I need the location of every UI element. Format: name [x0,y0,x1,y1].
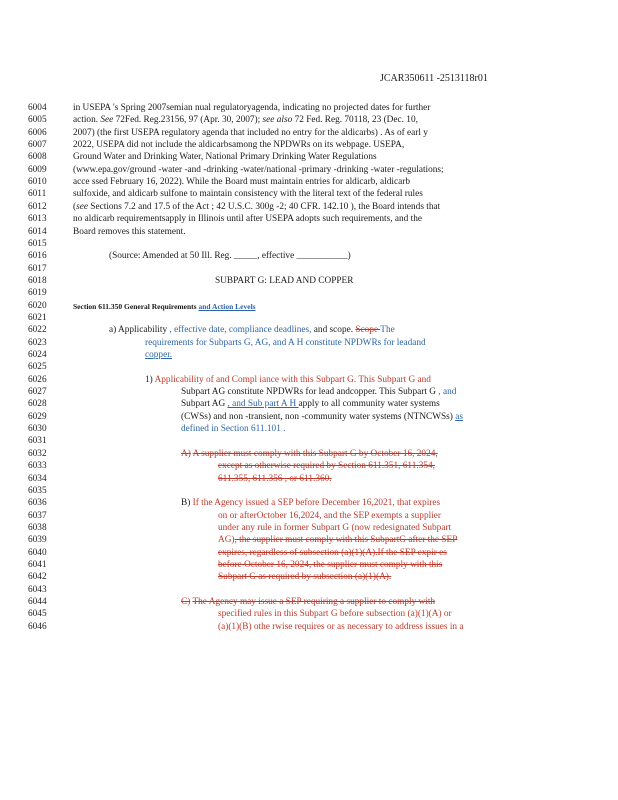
line-text [181,497,440,510]
text-segment: A) [181,448,191,459]
text-segment: and [442,387,457,398]
document-line [0,300,618,313]
text-segment: Ground Water and Drinking Water, National Primary Drinking Water Regulations [73,152,377,163]
document-line [0,287,618,300]
text-segment: requirements for Subparts G, AG, and A H constitute NPDWRs for leadand [145,337,426,348]
text-segment: Sections 7.2 and 17.5 of the Act ; 42 U.S.C. 300g -2; 40 CFR. 142.10 ), the Board intends that [87,201,441,212]
line-number: 6008 [28,152,47,163]
line-number: 6014 [28,226,47,237]
line-text [181,596,435,609]
line-number: 6045 [28,609,47,620]
line-text [145,374,431,387]
text-segment: Subpart AG [181,399,228,410]
text-segment: (a)(1)(B) othe rwise requires or as necessary to address issues in a [218,621,464,632]
document-line [0,621,618,634]
document-line [0,349,618,362]
document-id-header: JCAR350611 -2513118r01 [380,73,488,84]
document-line [0,460,618,473]
line-text [218,559,442,572]
text-segment: , the supplier must comply with this SubpartG after the SEP [234,535,458,546]
text-segment: AG) [218,535,235,546]
document-line [0,435,618,448]
text-segment: 611.355, 611.356 , or 611.360. [218,473,332,484]
line-number: 6042 [28,572,47,583]
text-segment: 72 Fed. Reg. 70118, 23 (Dec. 10, [292,115,418,126]
text-segment: Section 611.350 General Requirements [73,301,199,311]
line-number: 6009 [28,164,47,175]
line-text [73,213,422,226]
line-text [218,460,435,473]
line-number: 6038 [28,522,47,533]
line-number: 6030 [28,424,47,435]
line-number: 6020 [28,300,47,311]
text-segment: Subpart G as required by subsection (a)(1)(A). [218,572,392,583]
text-segment: specified rules in this Subpart G before subsection (a)(1)(A) or [218,609,452,620]
document-line [0,188,618,201]
text-segment: Subpart AG constitute NPDWRs for lead andcopper. This Subpart G [181,387,436,398]
document-line [0,473,618,486]
document-line [0,127,618,140]
text-segment: as [455,411,463,422]
text-segment: Board removes this statement. [73,226,186,237]
text-segment: 72Fed. Reg.23156, 97 (Apr. 30, 2007); [113,115,263,126]
text-segment: on or afterOctober 16,2024, and the SEP exempts a supplier [218,510,441,521]
line-text [145,349,172,362]
line-text [73,127,428,140]
line-number: 6027 [28,387,47,398]
line-number: 6023 [28,337,47,348]
document-line [0,201,618,214]
line-number: 6033 [28,461,47,472]
text-segment: ( [73,201,77,212]
line-number: 6031 [28,436,47,447]
text-segment: a) Applicability [109,325,170,336]
document-line [0,571,618,584]
line-text [218,522,451,535]
line-number: 6036 [28,498,47,509]
line-number: 6040 [28,547,47,558]
document-line [0,226,618,239]
document-line [0,102,618,115]
line-text [73,201,440,214]
text-segment: sulfoxide, and aldicarb sulfone to maintain consistency with the literal text of the federal rules [73,189,423,200]
line-number: 6006 [28,127,47,138]
document-line [0,337,618,350]
document-line [0,485,618,498]
text-segment: , [435,387,443,398]
document-line [0,398,618,411]
line-text [73,151,377,164]
text-segment: B) [181,498,193,509]
line-text [218,608,452,621]
text-segment: acce ssed February 16, 2022). While the Board must maintain entries for aldicarb, aldicarb [73,177,410,188]
text-segment: C) [181,597,191,607]
line-text [181,386,456,399]
text-segment: 1) [145,374,155,385]
line-number: 6044 [28,597,47,607]
line-text [218,621,464,634]
text-segment: copper. [145,350,173,360]
text-segment: See [100,115,114,126]
document-line [0,584,618,597]
line-number: 6032 [28,448,47,459]
line-number: 6039 [28,535,47,546]
line-number: 6035 [28,485,47,496]
text-segment: 2022, USEPA did not include the aldicarbsamong the NPDWRs on its webpage. USEPA, [73,140,405,151]
document-line [0,559,618,572]
text-segment: no aldicarb requirementsapply in Illinois until after USEPA adopts such requirements, and the [73,214,422,225]
document-line [0,448,618,461]
line-number: 6024 [28,350,47,360]
text-segment: (Source: Amended at 50 Ill. Reg. _____, effective ___________) [109,251,351,262]
text-segment: under any rule in former Subpart G (now redesignated Subpart [218,522,452,533]
document-line [0,608,618,621]
line-text [181,448,438,461]
text-segment: action. [73,115,101,126]
document-line [0,361,618,374]
text-segment: expires, regardless of subsection (a)(1)(A).If the SEP expir es [218,547,447,558]
line-number: 6034 [28,473,47,484]
line-text [218,547,447,560]
document-line [0,522,618,535]
line-text [218,510,441,523]
line-number: 6026 [28,374,47,385]
text-segment: apply to all community water systems [298,399,440,410]
text-segment: If the Agency issued a SEP before December 16,2021, that expires [192,498,441,509]
document-line [0,423,618,436]
line-number: 6016 [28,251,47,262]
document-line [0,114,618,127]
line-number: 6041 [28,559,47,570]
text-segment: , and Sub part A H [227,399,299,410]
line-text [73,226,186,239]
line-number: 6012 [28,201,47,212]
line-number: 6028 [28,399,47,410]
text-segment: except as otherwise required by Section 611.351, 611.354, [218,461,435,472]
document-line [0,238,618,251]
document-line [0,411,618,424]
line-text [145,337,426,350]
document-line [0,497,618,510]
text-segment: see [76,201,88,212]
line-text [73,188,423,201]
line-number: 6018 [28,275,47,286]
document-line [0,263,618,276]
line-text [109,324,395,337]
document-line [0,386,618,399]
line-number: 6043 [28,584,47,595]
text-segment: Applicability of and Compl iance with this Subpart G. This Subpart G and [154,374,431,385]
document-line [0,164,618,177]
document-line [0,534,618,547]
text-segment: The Agency may issue a SEP requiring a supplier to comply with [192,597,436,607]
line-number: 6017 [28,263,47,274]
line-number: 6004 [28,103,47,113]
document-line [0,176,618,189]
line-text [73,102,430,115]
line-number: 6037 [28,510,47,521]
line-number: 6046 [28,621,47,632]
line-number: 6015 [28,238,47,249]
line-text [73,176,410,189]
text-segment: , effective date, compliance deadlines, [169,325,312,336]
document-line [0,151,618,164]
line-number: 6011 [28,189,47,200]
line-text [73,164,444,177]
line-text [218,534,457,547]
text-segment: defined in Section 611.101 . [181,424,286,435]
text-segment: and Action Levels [198,301,256,311]
line-text [181,398,440,411]
line-number: 6025 [28,362,47,373]
line-number: 6029 [28,411,47,422]
text-segment: in USEPA 's Spring 2007semian nual regulatoryagenda, indicating no projected dates for further [73,103,431,113]
document-line [0,324,618,337]
document-line [0,596,618,609]
text-segment: before October 16, 2024, the supplier must comply with this [218,559,443,570]
line-text [73,114,418,127]
line-number: 6010 [28,177,47,188]
document-line [0,213,618,226]
document-line [0,547,618,560]
line-number: 6019 [28,288,47,299]
text-segment: The [380,325,395,336]
document-line [0,312,618,325]
document-line [0,275,618,288]
document-line [0,374,618,387]
document-line [0,139,618,152]
line-number: 6013 [28,214,47,225]
line-text [109,250,351,263]
text-segment: see also [262,115,293,126]
document-line [0,510,618,523]
text-segment: Scope [355,325,381,336]
line-number: 6005 [28,115,47,126]
line-text [218,571,391,584]
text-segment: A supplier must comply with this Subpart G by October 16, 2024, [192,448,438,459]
text-segment: SUBPART G: LEAD AND COPPER [215,275,354,286]
line-text [181,411,463,424]
line-text [73,139,404,152]
document-line [0,250,618,263]
text-segment: 2007) (the first USEPA regulatory agenda that included no entry for the aldicarbs) . As of earl y [73,127,428,138]
line-text [218,473,332,486]
line-text [181,423,286,436]
text-segment: (CWSs) and non -transient, non -community water systems (NTNCWSs) [181,411,456,422]
line-number: 6022 [28,325,47,336]
line-number: 6021 [28,312,47,323]
text-segment: and scope. [311,325,356,336]
line-text [215,275,353,288]
line-number: 6007 [28,140,47,151]
text-segment: (www.epa.gov/ground -water -and -drinking -water/national -primary -drinking -water -regulations; [73,164,444,175]
